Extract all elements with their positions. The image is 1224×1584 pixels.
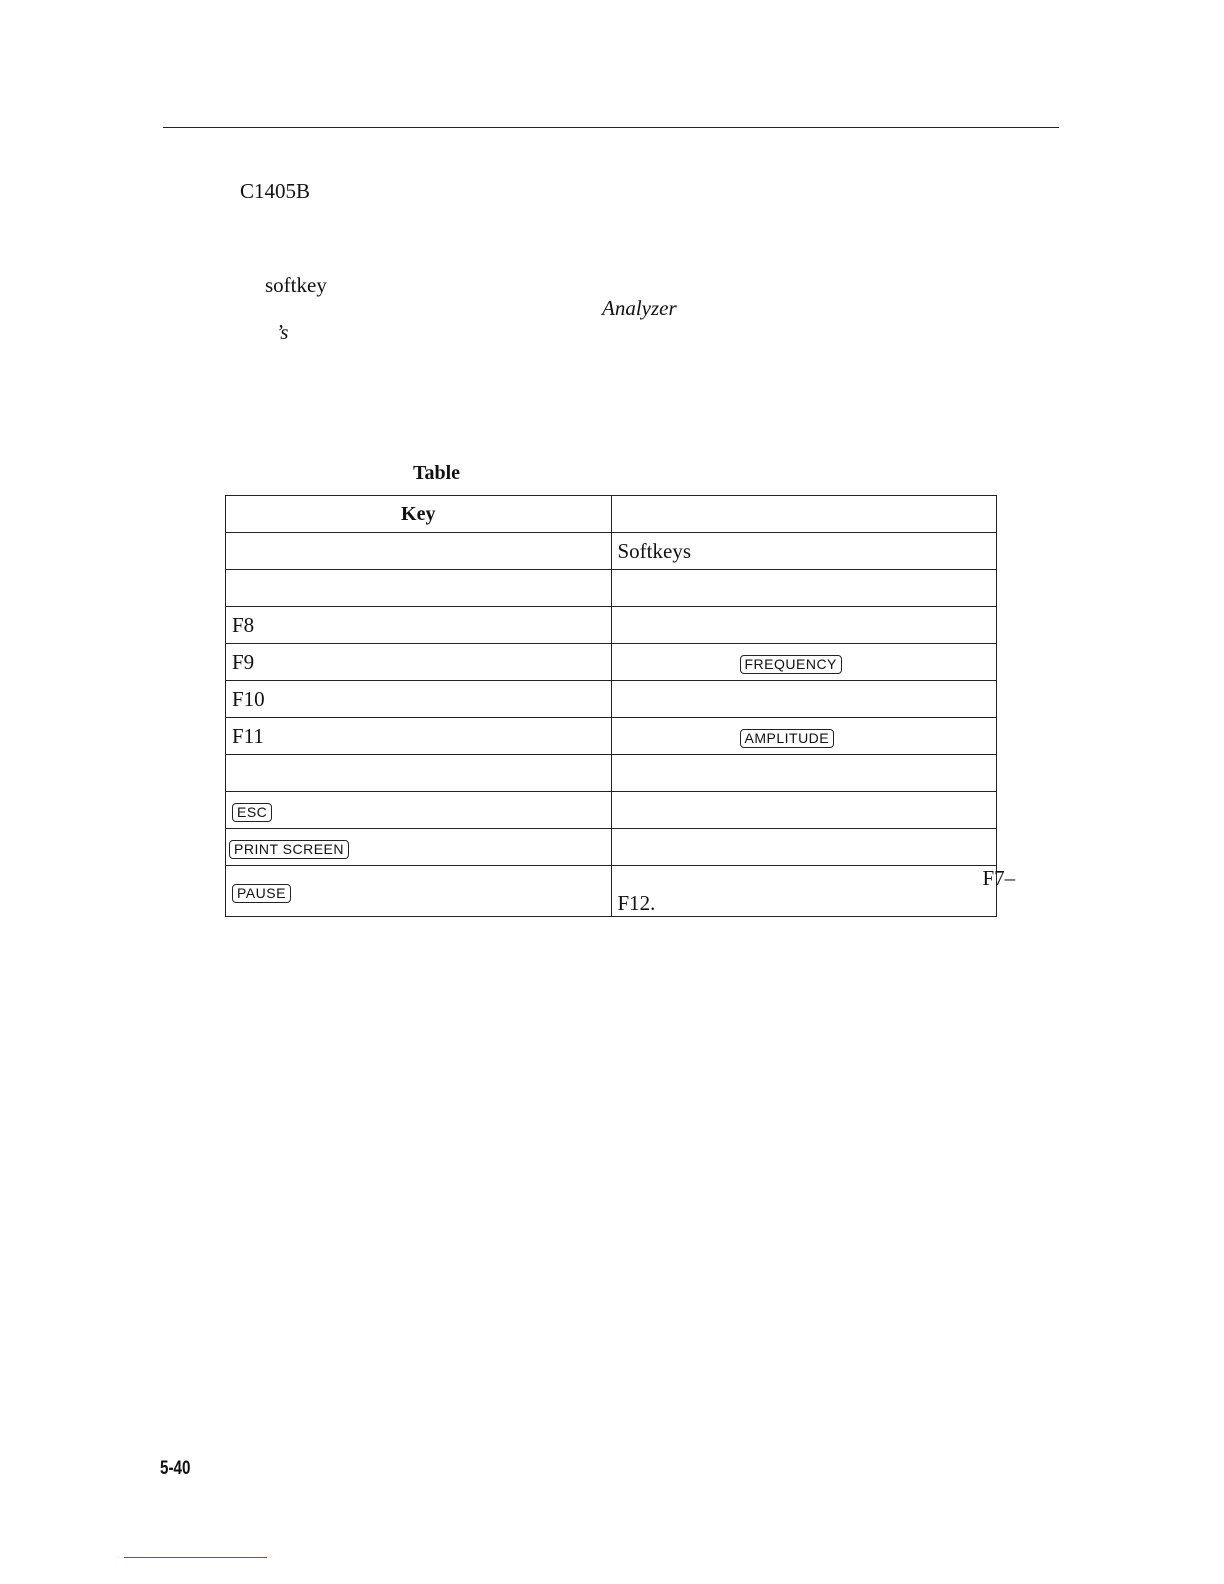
pause-hardkey: PAUSE (232, 884, 291, 903)
desc-cell (611, 607, 997, 644)
possessive-text: ’s (276, 320, 289, 344)
frequency-hardkey: FREQUENCY (740, 655, 842, 674)
print-screen-hardkey: PRINT SCREEN (229, 840, 349, 859)
desc-cell (611, 570, 997, 607)
analyzer-text: Analyzer (602, 296, 677, 320)
key-cell: F9 (226, 644, 612, 681)
bottom-rule (124, 1557, 267, 1558)
key-cell (226, 533, 612, 570)
key-cell (226, 570, 612, 607)
key-cell (226, 792, 612, 829)
key-cell (226, 755, 612, 792)
key-cell: F8 (226, 607, 612, 644)
table-row (226, 607, 997, 644)
desc-cell (611, 718, 997, 755)
desc-cell (611, 866, 1016, 917)
desc-cell (611, 681, 997, 718)
table-header-row (226, 496, 997, 533)
key-column-header: Key (226, 496, 612, 533)
table-row (226, 829, 997, 866)
table-row (226, 718, 997, 755)
key-table (225, 495, 1016, 917)
key-cell (226, 866, 612, 917)
desc-cell (611, 644, 997, 681)
key-cell: F10 (226, 681, 612, 718)
desc-cell: Softkeys (611, 533, 997, 570)
table-caption: Table (413, 462, 461, 484)
desc-cell (611, 829, 997, 866)
page-number: 5-40 (160, 1458, 191, 1479)
key-cell (226, 829, 612, 866)
key-cell: F11 (226, 718, 612, 755)
esc-hardkey: ESC (232, 803, 272, 822)
table-row (226, 681, 997, 718)
table-row (226, 644, 997, 681)
description-column-header (611, 496, 997, 533)
table-row (226, 755, 997, 792)
function-key-range: F7–F12. (617, 866, 1016, 915)
desc-cell (611, 792, 997, 829)
table-row (226, 533, 997, 570)
model-number-text: C1405B (240, 179, 311, 203)
amplitude-hardkey: AMPLITUDE (740, 729, 835, 748)
softkey-text: softkey (265, 273, 327, 297)
desc-cell (611, 755, 997, 792)
table-row (226, 866, 997, 917)
table-row (226, 570, 997, 607)
table-row (226, 792, 997, 829)
header-rule (163, 127, 1059, 128)
